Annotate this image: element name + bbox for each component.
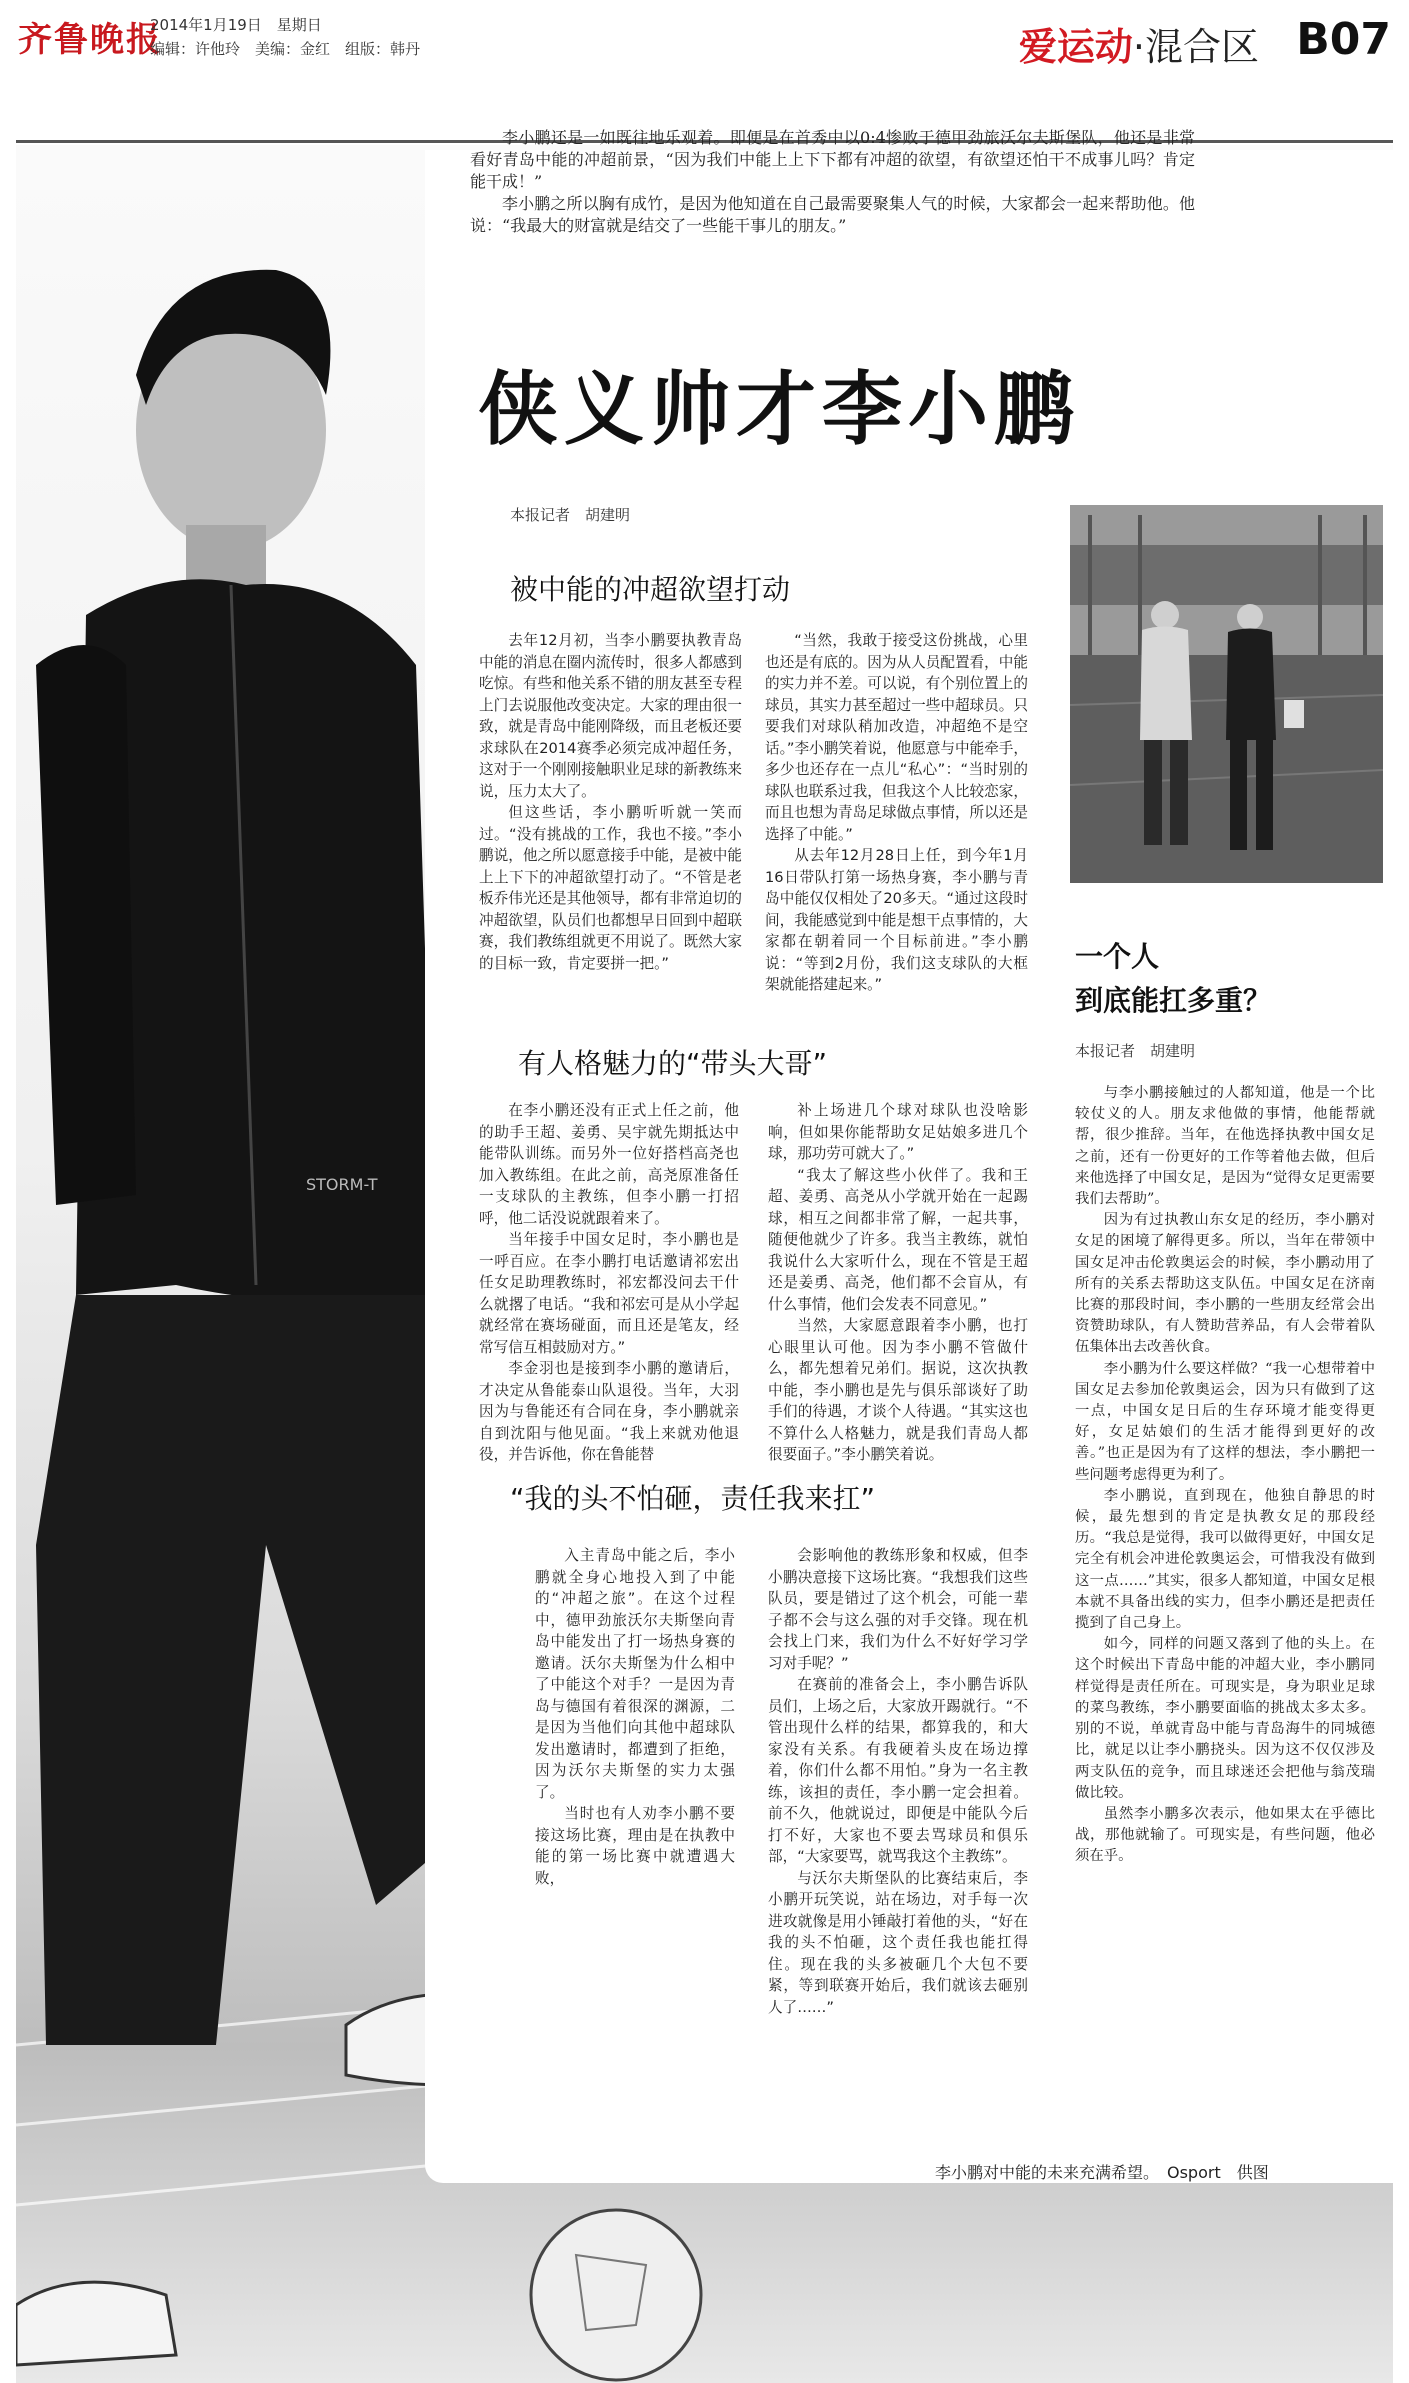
sidebar-title [1075,935,1271,1023]
body-paragraph: 当时也有人劝李小鹏不要接这场比赛，理由是在执教中能的第一场比赛中就遭遇大败， [535,1805,735,1887]
newspaper-masthead: 齐鲁晚报 [18,20,162,60]
jersey-brand-text: STORM-T [306,1175,378,1194]
section-name: 爱运动 [1018,25,1133,69]
section-subname: ·混合区 [1132,25,1259,69]
photo-caption: 李小鹏对中能的未来充满希望。 Osport 供图 [935,2163,1269,2182]
body-paragraph: “我太了解这些小伙伴了。我和王超、姜勇、高尧从小学就开始在一起踢球，相互之间都非常了解，一起共事，随便他就少了许多。我当主教练，就怕我说什么大家听什么，现在不管是王超还是姜勇、高尧，他们都不会盲从，有什么事情，他们会发表不同意见。” [768,1166,1028,1313]
headline-block [478,345,1080,460]
headline: 侠义帅才李小鹏 [478,363,1080,456]
inset-photo [1070,505,1383,883]
body-paragraph: 当年接手中国女足时，李小鹏也是一呼百应。在李小鹏打电话邀请祁宏出任女足助理教练时，祁宏都没问去干什么就撂了电话。“我和祁宏可是从小学起就经常在赛场碰面，而且还是笔友，经常写信互相鼓励对方。” [479,1231,739,1356]
body-paragraph: 当然，大家愿意跟着李小鹏，也打心眼里认可他。因为李小鹏不管做什么，都先想着兄弟们。据说，这次执教中能，李小鹏也是先与俱乐部谈好了助手们的待遇，才谈个人待遇。“其实这也不算什么人格魅力，就是我们青岛人都很要面子。”李小鹏笑着说。 [768,1317,1028,1463]
article-lead [470,127,1195,237]
section3-column-1 [535,1545,735,1889]
section-heading: 有人格魅力的“带头大哥” [518,1047,828,1080]
section-heading: 被中能的冲超欲望打动 [510,573,791,606]
section-heading: “我的头不怕砸，责任我来扛” [510,1482,876,1515]
sidebar-title-line: 到底能扛多重？ [1075,984,1272,1017]
date-line: 2014年1月19日 星期日 [150,16,322,34]
body-paragraph: “当然，我敢于接受这份挑战，心里也还是有底的。因为从人员配置看，中能的实力并不差。可以说，有个别位置上的球员，其实力甚至超过一些中超球员。只要我们对球队稍加改造，冲超绝不是空话。”李小鹏笑着说，他愿意与中能牵手，多少也还存在一点儿“私心”：“当时别的球队也联系过我，但我这个人比较恋家，而且也想为青岛足球做点事情，所以还是选择了中能。” [765,632,1028,843]
sidebar-paragraph: 因为有过执教山东女足的经历，李小鹏对女足的困境了解得更多。所以，当年在带领中国女足冲击伦敦奥运会的时候，李小鹏动用了所有的关系去帮助这支队伍。中国女足在济南比赛的那段时间，李小鹏的一些朋友经常会出资赞助球队，有人赞助营养品，有人会带着队伍集体出去改善伙食。 [1075,1212,1375,1356]
body-paragraph: 与沃尔夫斯堡队的比赛结束后，李小鹏开玩笑说，站在场边，对手每一次进攻就像是用小锤敲打着他的头，“好在我的头不怕砸，这个责任我也能扛得住。现在我的头多被砸几个大包不要紧，等到联赛开始后，我们就该去砸别人了……” [768,1869,1028,2016]
section1-column-2 [765,630,1028,996]
lead-paragraph: 李小鹏还是一如既往地乐观着。即便是在首秀中以0:4惨败于德甲劲旅沃尔夫斯堡队，他还是非常看好青岛中能的冲超前景，“因为我们中能上上下下都有冲超的欲望，有欲望还怕干不成事儿吗？肯定能干成！” [470,128,1195,191]
body-paragraph: 去年12月初，当李小鹏要执教青岛中能的消息在圈内流传时，很多人都感到吃惊。有些和他关系不错的朋友甚至专程上门去说服他改变决定。大家的理由很一致，就是青岛中能刚降级，而且老板还要求球队在2014赛季必须完成冲超任务，这对于一个刚刚接触职业足球的新教练来说，压力太大了。 [479,632,742,800]
sidebar-byline: 本报记者 胡建明 [1075,1042,1196,1060]
body-paragraph: 李金羽也是接到李小鹏的邀请后，才决定从鲁能泰山队退役。当年，大羽因为与鲁能还有合同在身，李小鹏就亲自到沈阳与他见面。“我上来就劝他退役，并告诉他，你在鲁能替 [479,1360,739,1463]
byline: 本报记者 胡建明 [510,506,631,524]
lead-paragraph: 李小鹏之所以胸有成竹，是因为他知道在自己最需要聚集人气的时候，大家都会一起来帮助他。他说：“我最大的财富就是结交了一些能干事儿的朋友。” [470,194,1195,235]
body-paragraph: 但这些话，李小鹏听听就一笑而过。“没有挑战的工作，我也不接。”李小鹏说，他之所以愿意接手中能，是被中能上上下下的冲超欲望打动了。“不管是老板乔伟光还是其他领导，都有非常迫切的冲超欲望，队员们也都想早日回到中超联赛，我们教练组就更不用说了。既然大家的目标一致，肯定要拼一把。” [479,804,742,972]
section-title [1019,16,1259,71]
body-paragraph: 在赛前的准备会上，李小鹏告诉队员们，上场之后，大家放开踢就行。“不管出现什么样的结果，都算我的，和大家没有关系。有我硬着头皮在场边撑着，你们什么都不用怕。”身为一名主教练，该担的责任，李小鹏一定会担着。前不久，他就说过，即便是中能队今后打不好，大家也不要去骂球员和俱乐部，“大家要骂，就骂我这个主教练”。 [768,1676,1028,1865]
body-paragraph: 会影响他的教练形象和权威，但李小鹏决意接下这场比赛。“我想我们这些队员，要是错过了这个机会，可能一辈子都不会与这么强的对手交锋。现在机会找上门来，我们为什么不好好学习学习对手呢？” [768,1547,1028,1672]
inset-photo-illustration [1070,505,1383,883]
body-paragraph: 从去年12月28日上任，到今年1月16日带队打第一场热身赛，李小鹏与青岛中能仅仅相处了20多天。“通过这段时间，我能感觉到中能是想干点事情的，大家都在朝着同一个目标前进。”李小鹏说：“等到2月份，我们这支球队的大框架就能搭建起来。” [765,847,1028,993]
section2-column-1 [479,1100,739,1466]
section3-column-2 [768,1545,1028,2018]
sidebar-paragraph: 虽然李小鹏多次表示，他如果太在乎德比战，那他就输了。可现实是，有些问题，他必须在乎。 [1075,1805,1375,1865]
body-paragraph: 在李小鹏还没有正式上任之前，他的助手王超、姜勇、吴宇就先期抵达中能带队训练。而另外一位好搭档高尧也加入教练组。在此之前，高尧原准备任一支球队的主教练，但李小鹏一打招呼，他二话没说就跟着来了。 [479,1102,739,1227]
sidebar-body [1075,1083,1375,1868]
body-paragraph: 入主青岛中能之后，李小鹏就全身心地投入到了中能的“冲超之旅”。在这个过程中，德甲劲旅沃尔夫斯堡向青岛中能发出了打一场热身赛的邀请。沃尔夫斯堡为什么相中了中能这个对手？一是因为青岛与德国有着很深的渊源，二是因为当他们向其他中超球队发出邀请时，都遭到了拒绝，因为沃尔夫斯堡的实力太强了。 [535,1547,735,1801]
sidebar-paragraph: 李小鹏说，直到现在，他独自静思的时候，最先想到的肯定是执教女足的那段经历。“我总是觉得，我可以做得更好，中国女足完全有机会冲进伦敦奥运会，可惜我没有做到这一点……”其实，很多人都知道，中国女足根本就不具备出线的实力，但李小鹏还是把责任揽到了自己身上。 [1075,1487,1375,1632]
sidebar-title-line: 一个人 [1075,940,1160,973]
page-number: B07 [1296,14,1391,65]
section2-column-2 [768,1100,1028,1466]
section1-column-1 [479,630,742,974]
sidebar-paragraph: 如今，同样的问题又落到了他的头上。在这个时候出下青岛中能的冲超大业，李小鹏同样觉得是责任所在。可现实是，身为职业足球的菜鸟教练，李小鹏要面临的挑战太多太多。别的不说，单就青岛中能与青岛海牛的同城德比，就足以让李小鹏挠头。因为这不仅仅涉及两支队伍的竞争，而且球迷还会把他与翁茂瑞做比较。 [1075,1636,1375,1801]
staff-line: 编辑：许他玲 美编：金红 组版：韩丹 [150,40,421,58]
sidebar-paragraph: 李小鹏为什么要这样做？“我一心想带着中国女足去参加伦敦奥运会，因为只有做到了这一点，中国女足日后的生存环境才能变得更好，女足姑娘们的生活才能得到更好的改善。”也正是因为有了这样的想法，李小鹏把一些问题考虑得更为利了。 [1075,1360,1375,1483]
sidebar-paragraph: 与李小鹏接触过的人都知道，他是一个比较仗义的人。朋友求他做的事情，他能帮就帮，很少推辞。当年，在他选择执教中国女足之前，还有一份更好的工作等着他去做，但后来他选择了中国女足，是因为“觉得女足更需要我们去帮助”。 [1075,1085,1375,1208]
body-paragraph: 补上场进几个球对球队也没啥影响，但如果你能帮助女足姑娘多进几个球，那功劳可就大了。” [768,1102,1028,1162]
